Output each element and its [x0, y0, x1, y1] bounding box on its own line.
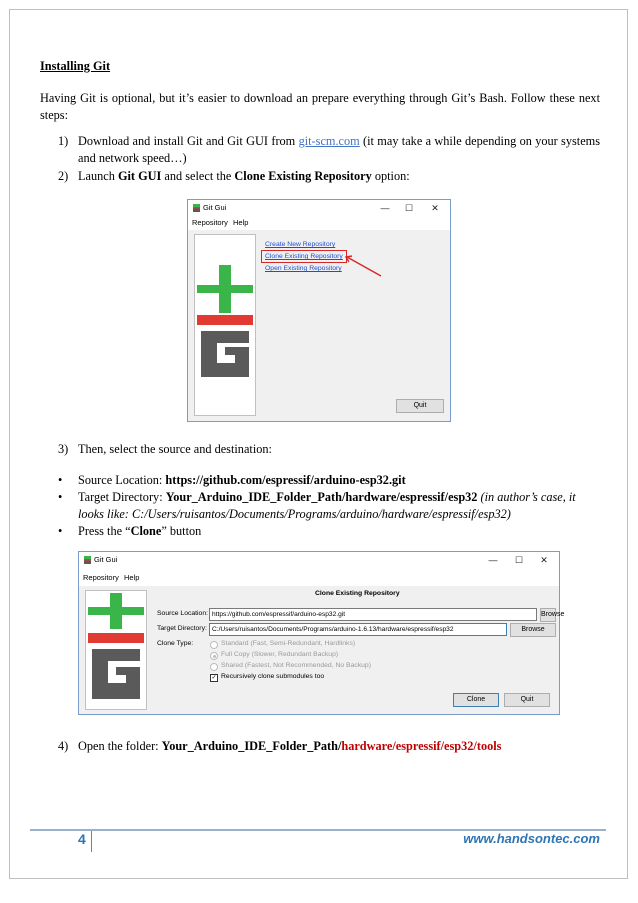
clone-button[interactable]: Clone [453, 693, 499, 707]
option-shared-label: Shared (Fastest, Not Recommended, No Backup) [221, 662, 371, 669]
git-gui-window [187, 199, 451, 422]
step-text: option: [371, 169, 410, 183]
bullet-clone [58, 523, 600, 540]
bullet-bold: Clone [130, 524, 162, 538]
clone-dialog-window [78, 551, 565, 715]
browse-label: Browse [541, 611, 565, 618]
git-scm-link[interactable]: git-scm.com [298, 134, 360, 148]
recursive-label: Recursively clone submodules too [221, 673, 325, 680]
target-directory-input[interactable]: C:/Users/ruisantos/Documents/Programs/arduino-1.6.13/hardware/espressif/esp32 [209, 623, 507, 636]
step-number: 3) [58, 442, 69, 456]
dialog-header: Clone Existing Repository [315, 590, 400, 597]
recursive-checkbox[interactable]: ✓ [211, 675, 217, 681]
bullet-text: ” button [161, 524, 202, 538]
source-location-input[interactable]: https://github.com/espressif/arduino-esp32.git [209, 608, 537, 621]
source-location-label: Source Location: [157, 610, 209, 617]
target-directory-label: Target Directory: [157, 625, 207, 632]
open-existing-repository-link[interactable]: Open Existing Repository [265, 265, 342, 272]
bullet-value: https://github.com/espressif/arduino-esp32.git [165, 473, 406, 487]
step-number: 1) [58, 134, 69, 148]
step-text: Open the folder: [78, 739, 162, 753]
minimize-button[interactable]: — [488, 555, 498, 565]
step-text: Download and install Git and Git GUI from [78, 134, 299, 148]
maximize-button[interactable]: ☐ [514, 555, 524, 565]
bullet-dot: • [58, 524, 63, 538]
menu-bar [188, 217, 450, 229]
create-new-repository-link[interactable]: Create New Repository [265, 241, 336, 248]
browse-target-button[interactable]: Browse [510, 623, 556, 637]
bullet-source [58, 472, 600, 489]
footer-separator [91, 831, 92, 852]
git-logo-panel [85, 590, 147, 710]
step-1 [58, 133, 600, 167]
step-red-path: hardware/espressif/esp32/tools [341, 739, 502, 753]
git-logo [86, 591, 146, 709]
bullet-text: Press the “ [78, 524, 131, 538]
git-app-icon [193, 204, 200, 212]
step-2 [58, 168, 600, 185]
quit-button[interactable]: Quit [396, 399, 444, 413]
bullet-dot: • [58, 473, 63, 487]
bullet-target [58, 489, 600, 523]
step-4 [58, 738, 600, 755]
git-app-icon [84, 556, 91, 564]
highlight-box [261, 250, 347, 263]
step-number: 2) [58, 169, 69, 183]
title-bar [188, 200, 450, 216]
bullet-dot: • [58, 490, 63, 504]
section-heading: Installing Git [40, 59, 111, 73]
browse-source-button[interactable] [540, 608, 565, 622]
step-text: Launch [78, 169, 118, 183]
step-bold: Your_Arduino_IDE_Folder_Path/ [161, 739, 342, 753]
maximize-button[interactable]: ☐ [404, 203, 414, 213]
bullet-value: Your_Arduino_IDE_Folder_Path/hardware/espressif/esp32 [165, 490, 478, 504]
window-title: Git Gui [203, 203, 227, 212]
menu-help[interactable]: Help [124, 573, 140, 582]
bullet-note: (in author’s case, it looks like: C:/Users/ruisantos/Documents/Programs/arduino/hardware/espressif/esp32) [78, 490, 576, 521]
step-3 [58, 441, 600, 458]
title-bar [79, 552, 559, 568]
menu-bar [79, 572, 559, 584]
radio-standard[interactable] [210, 641, 218, 649]
menu-help[interactable]: Help [233, 218, 249, 227]
window-title: Git Gui [94, 555, 118, 564]
step-text: (it may take a while depending on your systems and network speed…) [78, 134, 600, 165]
git-logo [195, 235, 255, 415]
step-bold: Clone Existing Repository [234, 169, 372, 183]
radio-shared[interactable] [210, 663, 218, 671]
step-text: Then, select the source and destination: [78, 442, 272, 456]
menu-repository[interactable]: Repository [83, 573, 119, 582]
intro-paragraph: Having Git is optional, but it’s easier to download an prepare everything through Git’s Bash. Follow these next steps: [40, 91, 600, 122]
bullet-label: Source Location: [78, 473, 166, 487]
option-standard-label: Standard (Fast, Semi-Redundant, Hardlinks) [221, 640, 356, 647]
minimize-button[interactable]: — [380, 203, 390, 213]
page-number: 4 [78, 831, 86, 847]
footer-url[interactable]: www.handsontec.com [463, 831, 600, 846]
quit-button[interactable]: Quit [504, 693, 550, 707]
step-text: and select the [161, 169, 235, 183]
option-full-copy-label: Full Copy (Slower, Redundant Backup) [221, 651, 339, 658]
bullet-label: Target Directory: [78, 490, 166, 504]
close-button[interactable]: ✕ [431, 203, 439, 213]
radio-full-copy[interactable] [210, 652, 218, 660]
clone-existing-repository-link[interactable]: Clone Existing Repository [265, 253, 343, 260]
arrow-icon [343, 254, 383, 278]
close-button[interactable]: ✕ [540, 555, 548, 565]
git-logo-panel [194, 234, 256, 416]
clone-type-label: Clone Type: [157, 640, 194, 647]
step-bold: Git GUI [117, 169, 162, 183]
step-number: 4) [58, 739, 69, 753]
menu-repository[interactable]: Repository [192, 218, 228, 227]
